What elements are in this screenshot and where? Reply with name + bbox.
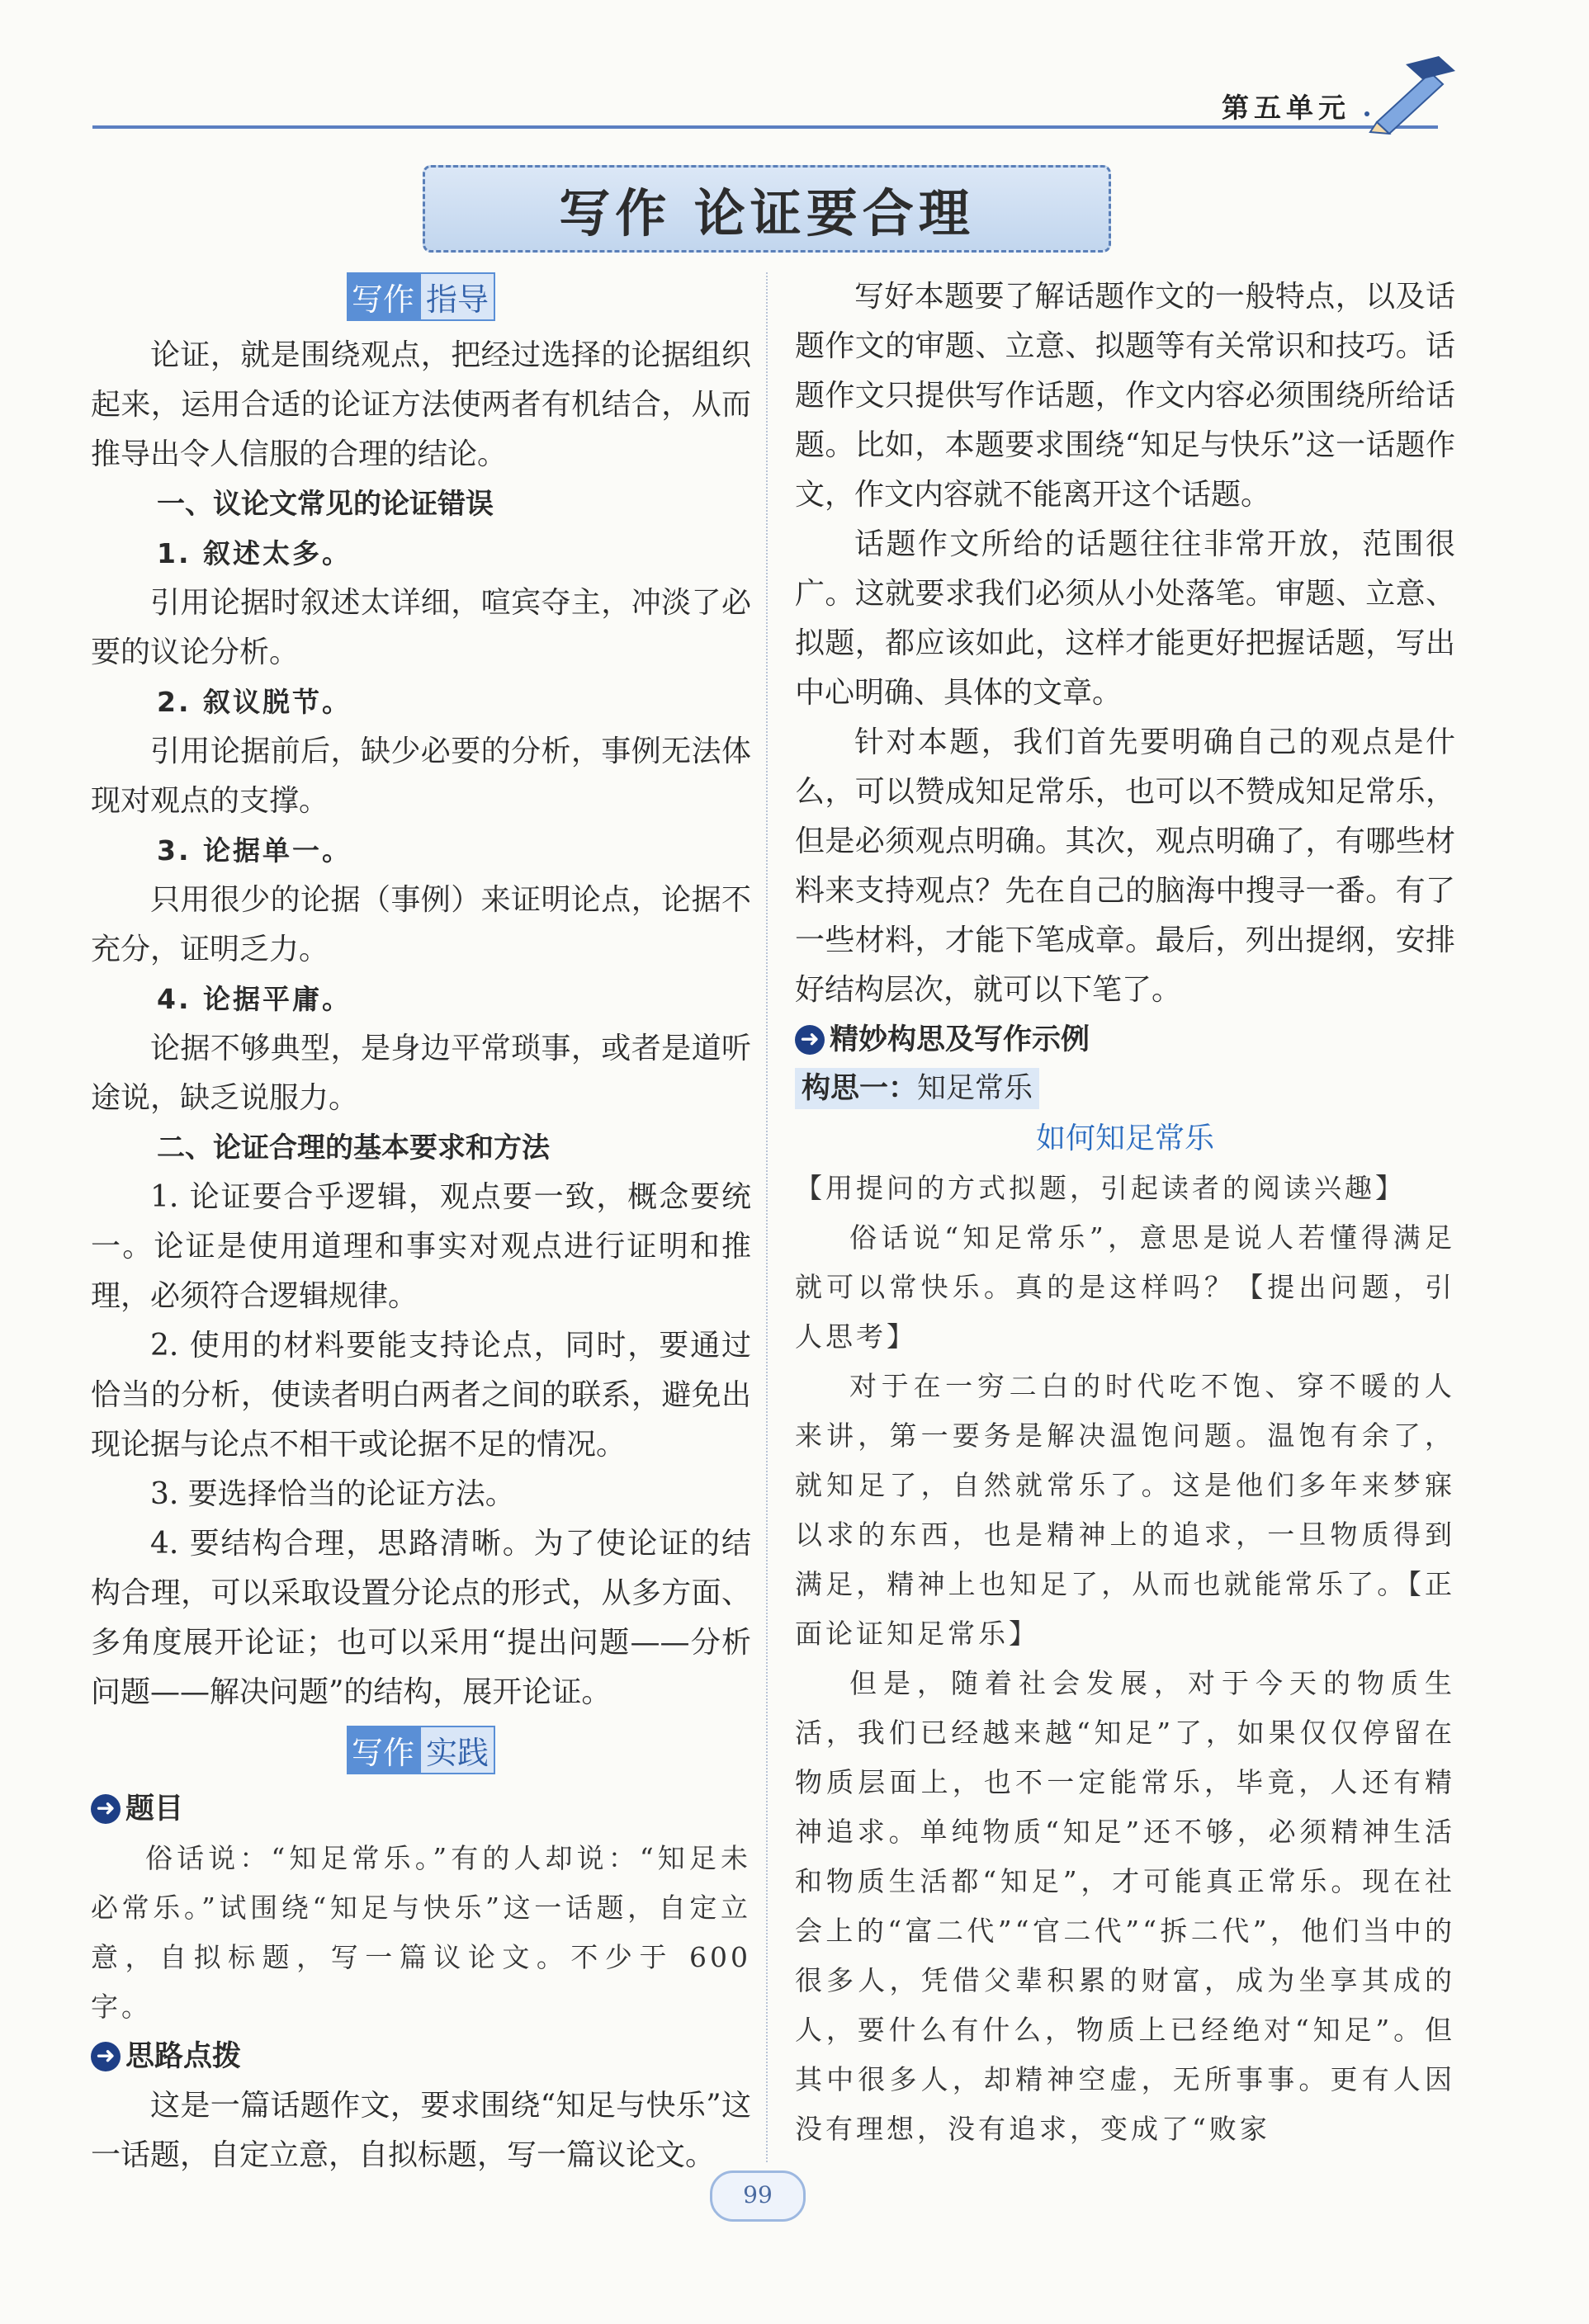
sample-heading — [795, 1015, 1455, 1065]
error-4-title: 4. 论据平庸。 — [157, 983, 352, 1015]
page-title: 写作 论证要合理 — [559, 182, 975, 243]
left-column — [91, 272, 751, 2180]
hint-heading-label: 思路点拨 — [125, 2040, 242, 2073]
essay-paragraph-1: 俗话说“知足常乐”，意思是说人若懂得满足就可以常快乐。真的是这样吗？【提出问题，引人思考】 — [795, 1221, 1455, 1353]
error-1-title: 1. 叙述太多。 — [157, 537, 352, 569]
unit-label: 第五单元 — [1222, 92, 1350, 124]
topic-heading-label: 题目 — [125, 1793, 184, 1826]
concept-label: 构思一： — [802, 1072, 918, 1105]
analysis-paragraph-2: 话题作文所给的话题往往非常开放，范围很广。这就要求我们必须从小处落笔。审题、立意、拟题，都应该如此，这样才能更好把握话题，写出中心明确、具体的文章。 — [795, 527, 1455, 710]
title-banner — [423, 165, 1111, 253]
concept-text: 知足常乐 — [917, 1072, 1033, 1105]
error-2-title: 2. 叙议脱节。 — [157, 686, 352, 718]
requirement-1: 1. 论证要合乎逻辑，观点要一致，概念要统一。论证是使用道理和事实对观点进行证明和推理，必须符合逻辑规律。 — [91, 1180, 751, 1313]
requirement-2: 2. 使用的材料要能支持论点，同时，要通过恰当的分析，使读者明白两者之间的联系，避免出现论据与论点不相干或论据不足的情况。 — [91, 1329, 751, 1462]
intro-paragraph: 论证，就是围绕观点，把经过选择的论据组织起来，运用合适的论证方法使两者有机结合，从而推导出令人信服的合理的结论。 — [91, 338, 751, 471]
hint-heading — [91, 2032, 751, 2081]
badge-part-b: 指导 — [419, 272, 495, 321]
right-column — [795, 272, 1455, 2154]
requirement-4: 4. 要结构合理，思路清晰。为了使论证的结构合理，可以采取设置分论点的形式，从多方面、多角度展开论证；也可以采用“提出问题——分析问题——解决问题”的结构，展开论证。 — [91, 1527, 751, 1709]
badge-part-a: 写作 — [347, 1726, 419, 1774]
sample-heading-label: 精妙构思及写作示例 — [830, 1023, 1090, 1056]
topic-heading — [91, 1784, 751, 1834]
error-3-title: 3. 论据单一。 — [157, 834, 352, 867]
essay-paragraph-3: 但是，随着社会发展，对于今天的物质生活，我们已经越来越“知足”了，如果仅仅停留在物质层面上，也不一定能常乐，毕竟，人还有精神追求。单纯物质“知足”还不够，必须精神生活和物质生活都“知足”，才可能真正常乐。现在社会上的“富二代”“官二代”“拆二代”，他们当中的很多人，凭借父辈积累的财富，成为坐享其成的人，要什么有什么，物质上已经绝对“知足”。但其中很多人，却精神空虚，无所事事。更有人因没有理想，没有追求，变成了“败家 — [795, 1667, 1455, 2145]
section-badge-guide — [91, 272, 751, 321]
badge-part-b: 实践 — [419, 1726, 495, 1774]
pencil-graduation-cap-icon — [1360, 56, 1459, 135]
page-number: 99 — [710, 2170, 806, 2222]
essay-paragraph-2: 对于在一穷二白的时代吃不饱、穿不暖的人来讲，第一要务是解决温饱问题。温饱有余了，就知足了，自然就常乐了。这是他们多年来梦寐以求的东西，也是精神上的追求，一旦物质得到满足，精神上也知足了，从而也就能常乐了。【正面论证知足常乐】 — [795, 1370, 1455, 1650]
requirement-3: 3. 要选择恰当的论证方法。 — [150, 1477, 515, 1511]
essay-note-1: 【用提问的方式拟题，引起读者的阅读兴趣】 — [795, 1172, 1406, 1204]
error-4-text: 论据不够典型，是身边平常琐事，或者是道听途说，缺乏说服力。 — [91, 1032, 751, 1115]
hint-text: 这是一篇话题作文，要求围绕“知足与快乐”这一话题，自定立意，自拟标题，写一篇议论文。 — [91, 2089, 751, 2172]
concept-label-box — [795, 1068, 1039, 1109]
error-3-text: 只用很少的论据（事例）来证明论点，论据不充分，证明乏力。 — [91, 883, 751, 966]
heading-common-errors: 一、议论文常见的论证错误 — [157, 488, 494, 521]
essay-title: 如何知足常乐 — [1035, 1122, 1214, 1155]
header-rule — [92, 125, 1438, 129]
error-1-text: 引用论据时叙述太详细，喧宾夺主，冲淡了必要的议论分析。 — [91, 586, 751, 669]
analysis-paragraph-3: 针对本题，我们首先要明确自己的观点是什么，可以赞成知足常乐，也可以不赞成知足常乐，但是必须观点明确。其次，观点明确了，有哪些材料来支持观点？先在自己的脑海中搜寻一番。有了一些材料，才能下笔成章。最后，列出提纲，安排好结构层次，就可以下笔了。 — [795, 725, 1455, 1007]
column-divider — [766, 272, 769, 2162]
arrow-right-icon: ➜ — [91, 1794, 121, 1824]
badge-part-a: 写作 — [347, 272, 419, 321]
section-badge-practice — [91, 1726, 751, 1774]
heading-requirements: 二、论证合理的基本要求和方法 — [157, 1131, 550, 1164]
error-2-text: 引用论据前后，缺少必要的分析，事例无法体现对观点的支撑。 — [91, 735, 751, 818]
arrow-right-icon: ➜ — [91, 2042, 121, 2071]
analysis-paragraph-1: 写好本题要了解话题作文的一般特点，以及话题作文的审题、立意、拟题等有关常识和技巧。话题作文只提供写作话题，作文内容必须围绕所给话题。比如，本题要求围绕“知足与快乐”这一话题作文，作文内容就不能离开这个话题。 — [795, 280, 1455, 512]
arrow-right-icon: ➜ — [795, 1025, 825, 1055]
topic-text: 俗话说：“知足常乐。”有的人却说：“知足未必常乐。”试围绕“知足与快乐”这一话题，自定立意，自拟标题，写一篇议论文。不少于 600 字。 — [91, 1842, 751, 2023]
